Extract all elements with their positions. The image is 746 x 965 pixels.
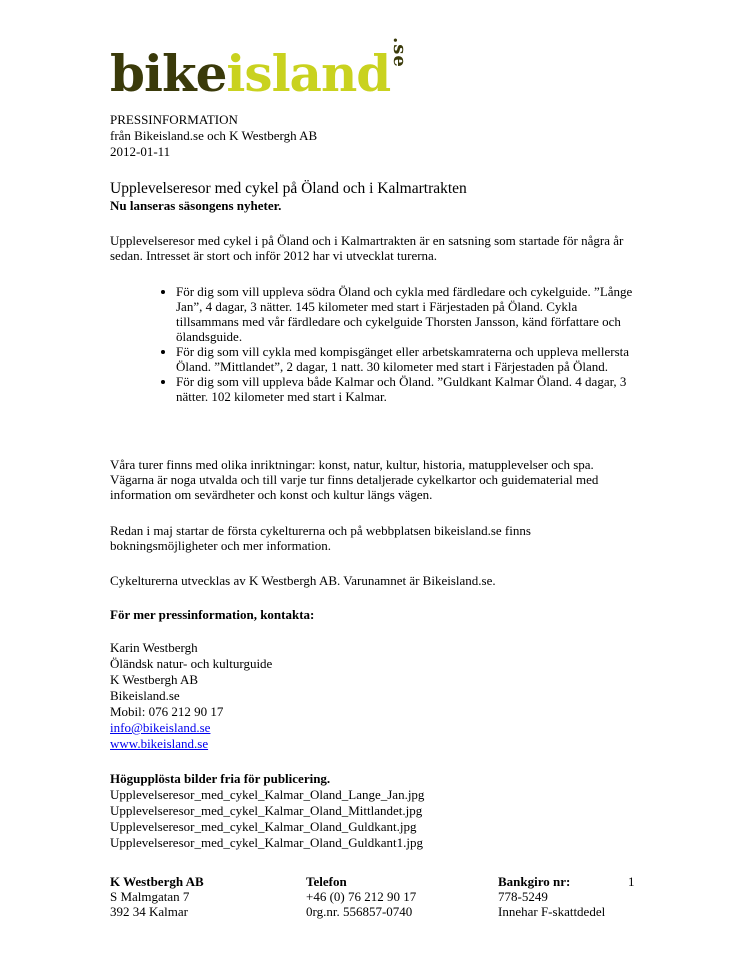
footer-phone-label: Telefon <box>306 874 347 889</box>
contact-site-name: Bikeisland.se <box>110 688 180 703</box>
contact-heading: För mer pressinformation, kontakta: <box>110 607 315 622</box>
tour-item-lange-jan: • För dig som vill uppleva södra Öland och cykla med färdledare och cykelguide. ”Långe Jan”, 4 dagar, 3 nätter. 145 kilometer med start i Färjestaden på Öland. Cykla tillsammans med vår färdledare och cykelguide Thorsten Jansson, känd författare och ölandsguide. <box>176 284 640 344</box>
footer-street: S Malmgatan 7 <box>110 889 190 904</box>
tour-list <box>130 284 640 404</box>
tour-item-mittlandet: • För dig som vill cykla med kompisgänget eller arbetskamraterna och uppleva mellersta Öland. ”Mittlandet”, 2 dagar, 1 natt. 30 kilometer med start i Färjestaden på Öland. <box>176 344 640 374</box>
developer-paragraph: Cykelturerna utvecklas av K Westbergh AB. Varunamnet är Bikeisland.se. <box>110 573 496 588</box>
contact-name: Karin Westbergh <box>110 640 198 655</box>
footer-phone <box>306 874 416 919</box>
footer-city: 392 34 Kalmar <box>110 904 188 919</box>
contact-role: Öländsk natur- och kulturguide <box>110 656 273 671</box>
page-number: 1 <box>628 874 635 889</box>
may-paragraph: Redan i maj startar de första cykelturerna och på webbplatsen bikeisland.se finns bokningsmöjligheter och mer information. <box>110 523 531 553</box>
header-date: 2012-01-11 <box>110 144 171 159</box>
footer-bank-label: Bankgiro nr: <box>498 874 571 889</box>
footer-company-name: K Westbergh AB <box>110 874 204 889</box>
logo-bike-text: bike <box>110 44 227 103</box>
tours-paragraph: Våra turer finns med olika inriktningar: konst, natur, kultur, historia, matupplevelser och spa. Vägarna är noga utvalda och till varje tur finns detaljerade cykelkartor och guidematerial med information om sevärdheter och konst och kultur längs vägen. <box>110 457 599 502</box>
page-subtitle: Nu lanseras säsongens nyheter. <box>110 198 282 213</box>
footer-phone-number: +46 (0) 76 212 90 17 <box>306 889 417 904</box>
header-label: PRESSINFORMATION <box>110 112 238 127</box>
footer-bank-number: 778-5249 <box>498 889 548 904</box>
contact-mobile: Mobil: 076 212 90 17 <box>110 704 224 719</box>
footer-company <box>110 874 204 919</box>
image-file: Upplevelseresor_med_cykel_Kalmar_Oland_Lange_Jan.jpg <box>110 787 425 802</box>
image-file: Upplevelseresor_med_cykel_Kalmar_Oland_Mittlandet.jpg <box>110 803 423 818</box>
contact-company: K Westbergh AB <box>110 672 199 687</box>
bikeisland-logo <box>110 37 421 104</box>
image-file: Upplevelseresor_med_cykel_Kalmar_Oland_Guldkant.jpg <box>110 819 417 834</box>
logo-se-text: .se <box>389 37 411 68</box>
footer-tax-status: Innehar F-skattdedel <box>498 904 606 919</box>
header-from: från Bikeisland.se och K Westbergh AB <box>110 128 318 143</box>
logo-island-text: island <box>226 44 391 103</box>
image-file: Upplevelseresor_med_cykel_Kalmar_Oland_Guldkant1.jpg <box>110 835 423 850</box>
footer-org-number: 0rg.nr. 556857-0740 <box>306 904 413 919</box>
email-link[interactable]: info@bikeisland.se <box>110 720 211 735</box>
intro-paragraph: Upplevelseresor med cykel i på Öland och i Kalmartrakten är en satsning som startade för några år sedan. Intresset är stort och inför 2012 har vi utvecklat turerna. <box>110 233 624 263</box>
tour-item-guldkant: • För dig som vill uppleva både Kalmar och Öland. ”Guldkant Kalmar Öland. 4 dagar, 3 nätter. 102 kilometer med start i Kalmar. <box>176 374 640 404</box>
footer-bank <box>498 874 605 919</box>
images-heading: Högupplösta bilder fria för publicering. <box>110 771 331 786</box>
website-link[interactable]: www.bikeisland.se <box>110 736 209 751</box>
page-title: Upplevelseresor med cykel på Öland och i Kalmartrakten <box>110 180 467 197</box>
